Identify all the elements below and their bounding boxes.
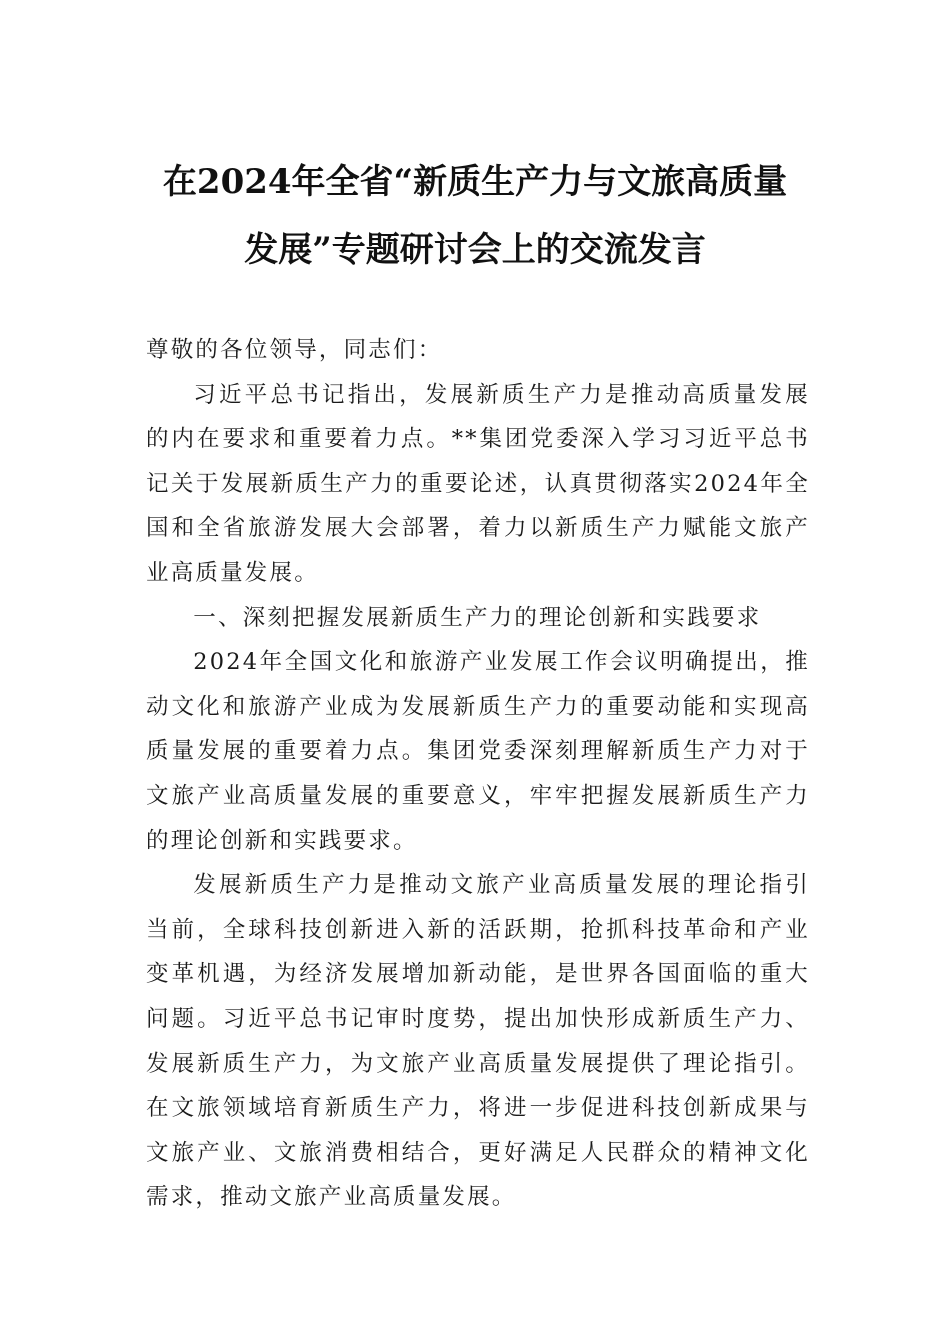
title-line-1: 在2024年全省“新质生产力与文旅高质量 [162, 162, 788, 202]
section-heading-1: 一、深刻把握发展新质生产力的理论创新和实践要求 [193, 604, 762, 631]
salutation: 尊敬的各位领导，同志们： [146, 337, 443, 363]
paragraph-section-1: 2024年全国文化和旅游产业发展工作会议明确提出，推动文化和旅游产业成为发展新质生产力的重要动能和实现高质量发展的重要着力点。集团党委深刻理解新质生产力对于文旅产业高质量发展的重要意义，牢牢把握发展新质生产力的理论创新和实践要求。 [146, 649, 810, 854]
document-title [140, 148, 810, 284]
paragraph-intro: 习近平总书记指出，发展新质生产力是推动高质量发展的内在要求和重要着力点。**集团党委深入学习习近平总书记关于发展新质生产力的重要论述，认真贯彻落实2024年全国和全省旅游发展大会部署，着力以新质生产力赋能文旅产业高质量发展。 [146, 381, 810, 586]
document-body [146, 328, 810, 1220]
paragraph-theory-guidance: 发展新质生产力是推动文旅产业高质量发展的理论指引当前，全球科技创新进入新的活跃期，抢抓科技革命和产业变革机遇，为经济发展增加新动能，是世界各国面临的重大问题。习近平总书记审时度势，提出加快形成新质生产力、发展新质生产力，为文旅产业高质量发展提供了理论指引。在文旅领域培育新质生产力，将进一步促进科技创新成果与文旅产业、文旅消费相结合，更好满足人民群众的精神文化需求，推动文旅产业高质量发展。 [146, 872, 810, 1211]
title-line-2: 发展”专题研讨会上的交流发言 [244, 230, 706, 270]
